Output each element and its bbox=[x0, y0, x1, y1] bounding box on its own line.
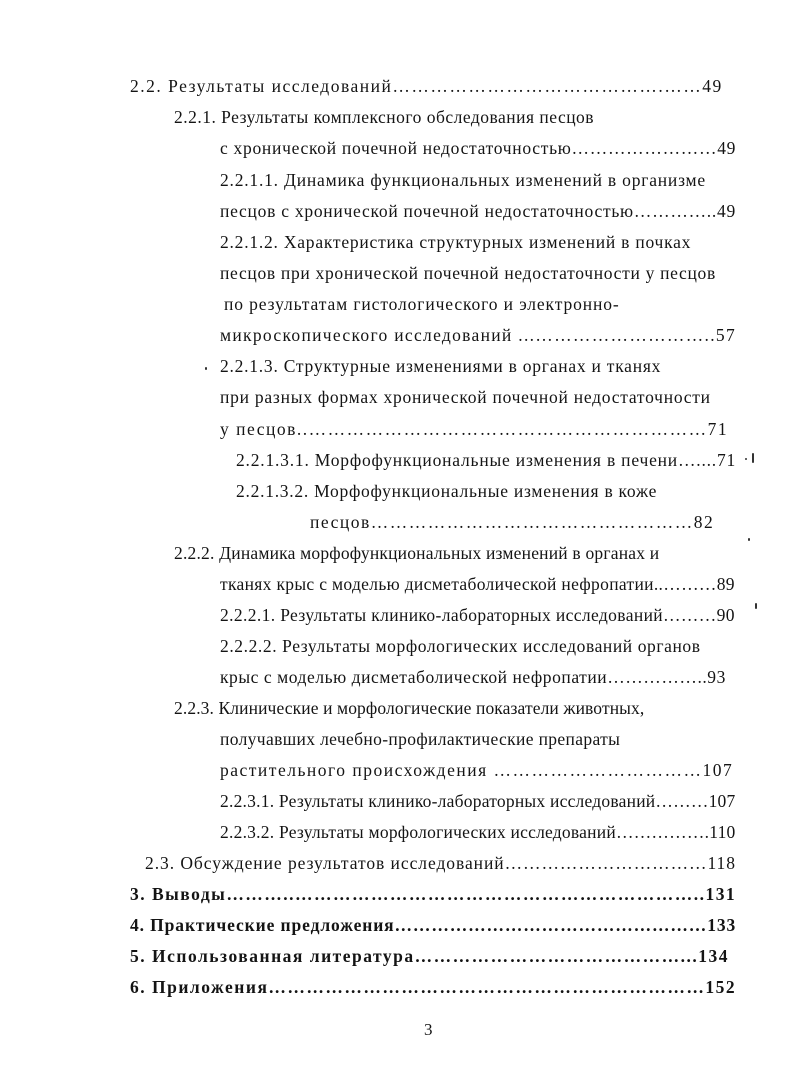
toc-entry-2-2-2-1: 2.2.2.1. Результаты клинико-лабораторных исследований………90 bbox=[220, 605, 735, 625]
toc-entry-2-2-1-3-2-cont: песцов……………………………………………82 bbox=[310, 512, 715, 532]
toc-entry-2-2-3: 2.2.3. Клинические и морфологические показатели животных, bbox=[174, 698, 645, 718]
toc-entry-2-2-1-1-cont: песцов с хронической почечной недостаточностью…………..49 bbox=[220, 201, 736, 221]
toc-entry-2-2-2-2-cont: крыс с моделью дисметаболической нефропатии……………..93 bbox=[220, 667, 726, 687]
toc-entry-2-2-2-cont: тканях крыс с моделью дисметаболической нефропатии..………89 bbox=[220, 574, 735, 594]
scan-speck bbox=[205, 367, 207, 370]
toc-entry-2-2-1-1: 2.2.1.1. Динамика функциональных изменений в организме bbox=[220, 170, 706, 190]
scan-speck bbox=[748, 538, 750, 541]
toc-entry-2-2-1: 2.2.1. Результаты комплексного обследования песцов bbox=[174, 107, 595, 127]
toc-entry-2-2: 2.2. Результаты исследований…………………………………….……49 bbox=[130, 76, 723, 96]
scan-speck bbox=[745, 458, 747, 460]
toc-entry-4: 4. Практические предложения……………………………………………133 bbox=[130, 915, 737, 935]
toc-entry-2-2-1-2-cont1: песцов при хронической почечной недостаточности у песцов bbox=[220, 263, 716, 283]
page-number: 3 bbox=[424, 1020, 433, 1039]
scan-speck bbox=[755, 603, 757, 609]
toc-entry-2-2-1-3-2: 2.2.1.3.2. Морфофункциональные изменения в коже bbox=[236, 481, 658, 501]
scan-speck bbox=[752, 453, 754, 463]
toc-entry-2-2-1-2: 2.2.1.2. Характеристика структурных изменений в почках bbox=[220, 232, 692, 252]
toc-entry-2-2-1-3-cont1: при разных формах хронической почечной недостаточности bbox=[220, 387, 711, 407]
toc-entry-2-2-1-3-cont2: у песцов..………………………………………………………71 bbox=[220, 419, 729, 439]
toc-entry-2-2-1-2-cont3: микроскопического исследований ...………………………..57 bbox=[220, 325, 737, 345]
toc-entry-2-2-3-2: 2.2.3.2. Результаты морфологических исследований…………….110 bbox=[220, 822, 736, 842]
toc-entry-2-2-3-1: 2.2.3.1. Результаты клинико-лабораторных исследований………107 bbox=[220, 791, 736, 811]
toc-entry-2-2-2-2: 2.2.2.2. Результаты морфологических исследований органов bbox=[220, 636, 701, 656]
toc-entry-2-2-1-3: 2.2.1.3. Структурные изменениями в органах и тканях bbox=[220, 356, 662, 376]
toc-entry-2-2-1-cont: с хронической почечной недостаточностью……………………49 bbox=[220, 138, 737, 158]
toc-entry-2-2-3-cont2: растительного происхождения ……………………………107 bbox=[220, 760, 734, 780]
toc-entry-6: 6. Приложения……………………………………………………………152 bbox=[130, 977, 737, 997]
toc-entry-2-2-3-cont1: получавших лечебно-профилактические препараты bbox=[220, 729, 621, 749]
toc-entry-2-2-2: 2.2.2. Динамика морфофункциональных изменений в органах и bbox=[174, 543, 660, 563]
toc-entry-5: 5. Использованная литература……………………………………...134 bbox=[130, 946, 730, 966]
toc-entry-3: 3. Выводы………..………………………………………………………..131 bbox=[130, 884, 737, 904]
toc-entry-2-3: 2.3. Обсуждение результатов исследований……………………………118 bbox=[145, 853, 736, 873]
toc-entry-2-2-1-3-1: 2.2.1.3.1. Морфофункциональные изменения в печени…....71 bbox=[236, 450, 737, 470]
toc-entry-2-2-1-2-cont2: по результатам гистологического и электронно- bbox=[224, 294, 620, 314]
